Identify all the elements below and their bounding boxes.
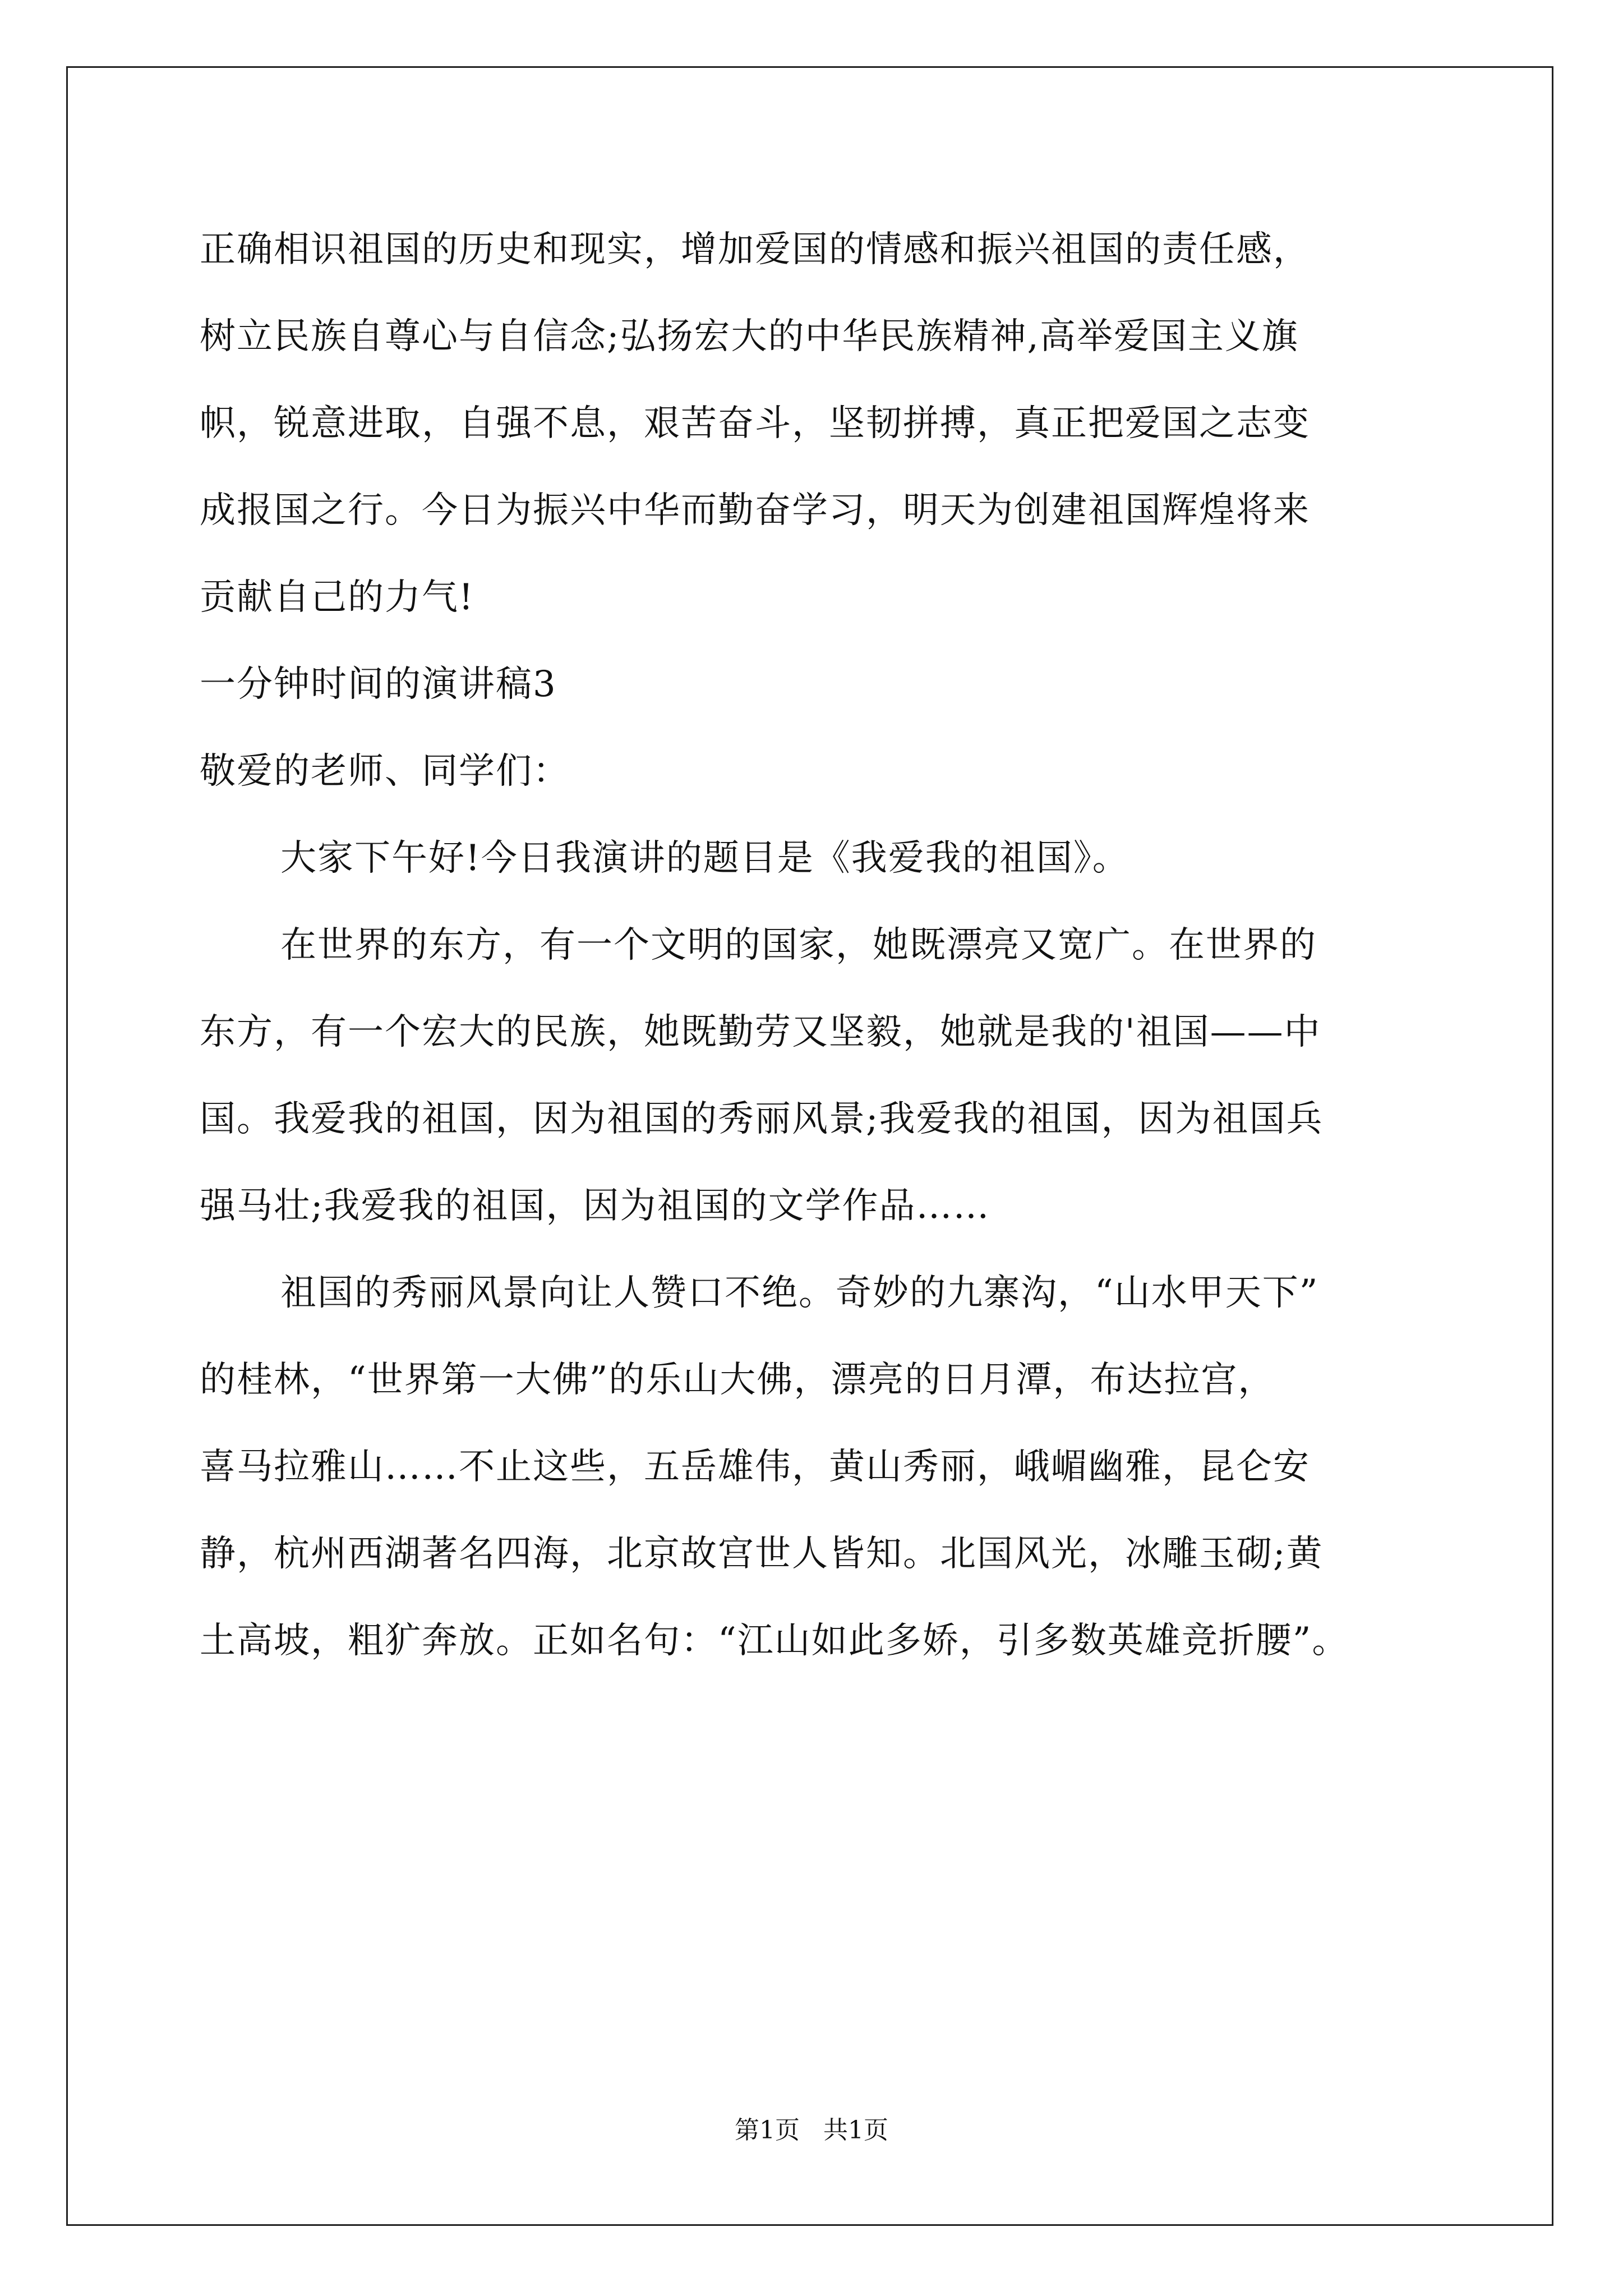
paragraph-line: 树立民族自尊心与自信念;弘扬宏大的中华民族精神,高举爱国主义旗 (200, 316, 1299, 357)
section-heading: 一分钟时间的演讲稿3 (200, 664, 557, 705)
paragraph-line: 喜马拉雅山……不止这些，五岳雄伟，黄山秀丽，峨嵋幽雅，昆仑安 (200, 1446, 1310, 1488)
paragraph-line: 静，杭州西湖著名四海，北京故宫世人皆知。北国风光，冰雕玉砌;黄 (200, 1533, 1324, 1575)
paragraph-line: 国。我爱我的祖国，因为祖国的秀丽风景;我爱我的祖国，因为祖国兵 (200, 1098, 1324, 1140)
paragraph-line: 大家下午好!今日我演讲的题目是《我爱我的祖国》。 (280, 838, 1129, 879)
paragraph-line: 强马壮;我爱我的祖国，因为祖国的文学作品…… (200, 1185, 990, 1227)
paragraph-line: 帜，锐意进取，自强不息，艰苦奋斗，坚韧拼搏，真正把爱国之志变 (200, 403, 1310, 444)
paragraph-line: 成报国之行。今日为振兴中华而勤奋学习，明天为创建祖国辉煌将来 (200, 490, 1310, 531)
paragraph-line: 正确相识祖国的历史和现实，增加爱国的情感和振兴祖国的责任感， (200, 229, 1310, 270)
salutation: 敬爱的老师、同学们： (200, 751, 570, 792)
page-border (66, 66, 1553, 2226)
paragraph-line: 东方，有一个宏大的民族，她既勤劳又坚毅，她就是我的'祖国——中 (200, 1011, 1321, 1053)
paragraph-line: 的桂林，“世界第一大佛”的乐山大佛，漂亮的日月潭，布达拉宫， (200, 1359, 1275, 1401)
paragraph-line: 土高坡，粗犷奔放。正如名句：“江山如此多娇，引多数英雄竞折腰”。 (200, 1620, 1349, 1662)
paragraph-line: 在世界的东方，有一个文明的国家，她既漂亮又宽广。在世界的 (280, 924, 1317, 966)
page-footer: 第1页 共1页 (735, 2116, 888, 2145)
paragraph-line: 贡献自己的力气! (200, 577, 474, 618)
paragraph-line: 祖国的秀丽风景向让人赞口不绝。奇妙的九寨沟，“山水甲天下” (280, 1272, 1319, 1314)
